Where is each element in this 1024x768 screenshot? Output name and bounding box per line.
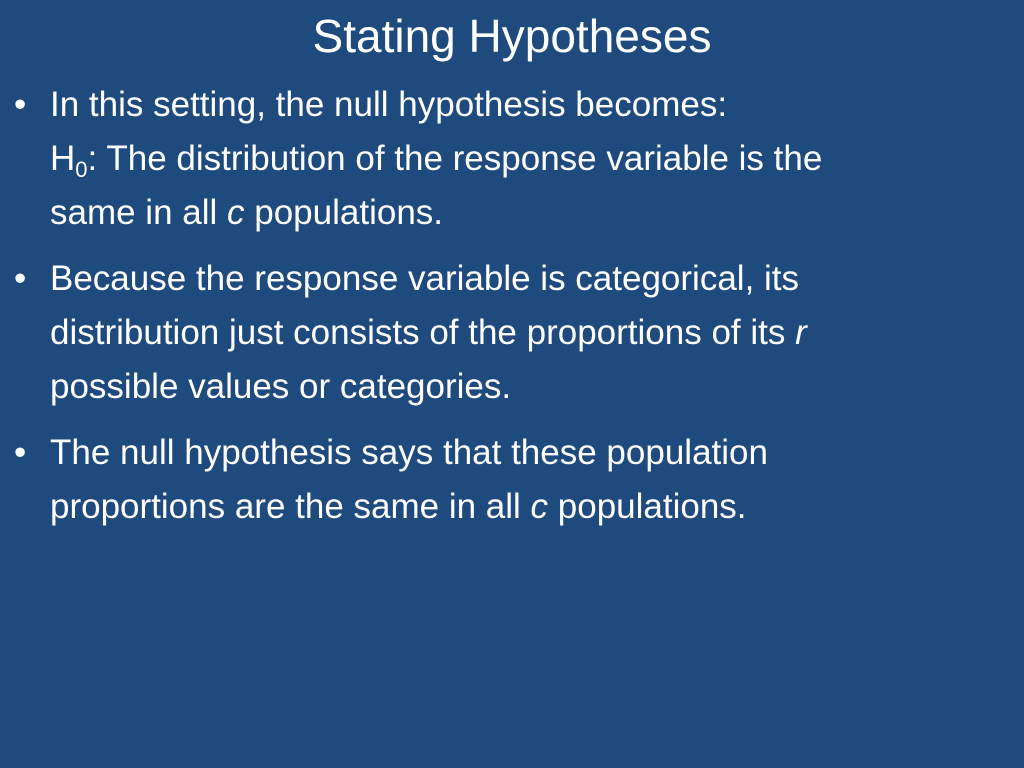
bullet-text: populations. (548, 487, 747, 526)
hypothesis-symbol: H (50, 139, 76, 178)
bullet-item-population-proportions (0, 426, 1024, 534)
bullet-text-line (50, 132, 984, 186)
bullet-text: same in all (50, 193, 228, 232)
bullet-icon: • (14, 433, 27, 472)
variable-r: r (795, 313, 807, 352)
bullet-text-line (50, 360, 984, 414)
bullet-text: possible values or categories. (50, 367, 512, 406)
bullet-icon: • (14, 85, 27, 124)
bullet-item-null-hypothesis (0, 78, 1024, 240)
bullet-item-categorical (0, 252, 1024, 414)
bullet-list (0, 78, 1024, 546)
bullet-text: The null hypothesis says that these population (50, 433, 768, 472)
bullet-text: In this setting, the null hypothesis becomes: (50, 85, 728, 124)
bullet-text-line (50, 306, 984, 360)
hypothesis-subscript: 0 (75, 157, 88, 182)
bullet-text: distribution just consists of the proportions of its (50, 313, 796, 352)
bullet-text: Because the response variable is categorical, its (50, 259, 800, 298)
bullet-text: : The distribution of the response variable is the (87, 139, 823, 178)
bullet-text: populations. (244, 193, 444, 232)
variable-c: c (227, 193, 245, 232)
bullet-icon: • (14, 259, 27, 298)
bullet-text-line (50, 426, 984, 480)
bullet-text-line (50, 480, 984, 534)
bullet-text: proportions are the same in all (50, 487, 531, 526)
bullet-text-line (50, 252, 984, 306)
slide-title: Stating Hypotheses (312, 10, 712, 62)
bullet-text-line (50, 186, 984, 240)
variable-c: c (530, 487, 549, 526)
bullet-text-line (50, 78, 984, 132)
